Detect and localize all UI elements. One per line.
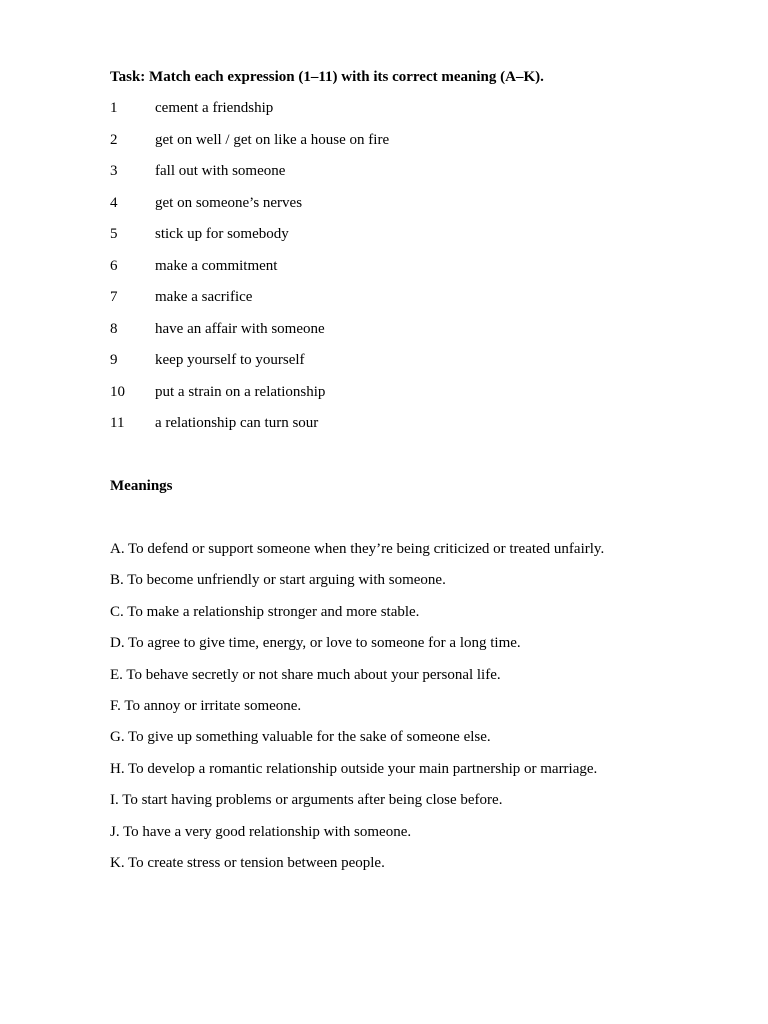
meanings-heading: Meanings — [110, 478, 173, 494]
task-title: Task: Match each expression (1–11) with its correct meaning (A–K). — [110, 69, 544, 85]
expression-number: 1 — [110, 100, 118, 116]
expression-number: 7 — [110, 289, 118, 305]
expression-number: 5 — [110, 226, 118, 242]
meaning-item: C. To make a relationship stronger and more stable. — [110, 603, 420, 620]
meaning-item: J. To have a very good relationship with someone. — [110, 823, 412, 840]
meaning-item: D. To agree to give time, energy, or love to someone for a long time. — [110, 635, 521, 652]
expression-item — [110, 351, 389, 383]
expression-text: cement a friendship — [155, 100, 274, 116]
expression-text: make a commitment — [155, 257, 278, 274]
expression-number: 10 — [110, 383, 125, 400]
expression-text: have an affair with someone — [155, 320, 325, 337]
expression-text: get on well / get on like a house on fire — [155, 131, 390, 148]
expression-number: 3 — [110, 163, 118, 179]
expression-text: make a sacrifice — [155, 289, 253, 305]
expression-number: 9 — [110, 352, 118, 368]
expression-number: 8 — [110, 320, 118, 337]
meaning-list — [110, 540, 604, 885]
meaning-item: E. To behave secretly or not share much about your personal life. — [110, 666, 501, 683]
meaning-item: G. To give up something valuable for the sake of someone else. — [110, 729, 491, 746]
expression-item — [110, 414, 389, 446]
expression-number: 11 — [110, 415, 125, 431]
expression-item — [110, 225, 389, 257]
expression-text: get on someone’s nerves — [155, 194, 303, 211]
expression-item — [110, 383, 389, 415]
expression-item — [110, 288, 389, 320]
meaning-item: F. To annoy or irritate someone. — [110, 697, 302, 714]
expression-number: 4 — [110, 194, 118, 211]
expression-item — [110, 194, 389, 226]
expression-text: stick up for somebody — [155, 226, 289, 242]
expression-text: a relationship can turn sour — [155, 415, 319, 431]
expression-text: keep yourself to yourself — [155, 352, 305, 368]
meaning-item: I. To start having problems or arguments after being close before. — [110, 792, 503, 809]
expression-item — [110, 162, 389, 194]
expression-number: 6 — [110, 257, 118, 274]
expression-item — [110, 320, 389, 352]
meaning-item: K. To create stress or tension between people. — [110, 854, 385, 871]
meaning-item: A. To defend or support someone when they’re being criticized or treated unfairly. — [110, 541, 605, 557]
meaning-item: H. To develop a romantic relationship outside your main partnership or marriage. — [110, 760, 598, 777]
expression-item — [110, 99, 389, 131]
expression-number: 2 — [110, 131, 118, 148]
expression-list — [110, 99, 389, 446]
expression-item — [110, 131, 389, 163]
meaning-item: B. To become unfriendly or start arguing with someone. — [110, 572, 446, 589]
expression-text: fall out with someone — [155, 163, 286, 179]
expression-text: put a strain on a relationship — [155, 383, 326, 400]
expression-item — [110, 257, 389, 289]
